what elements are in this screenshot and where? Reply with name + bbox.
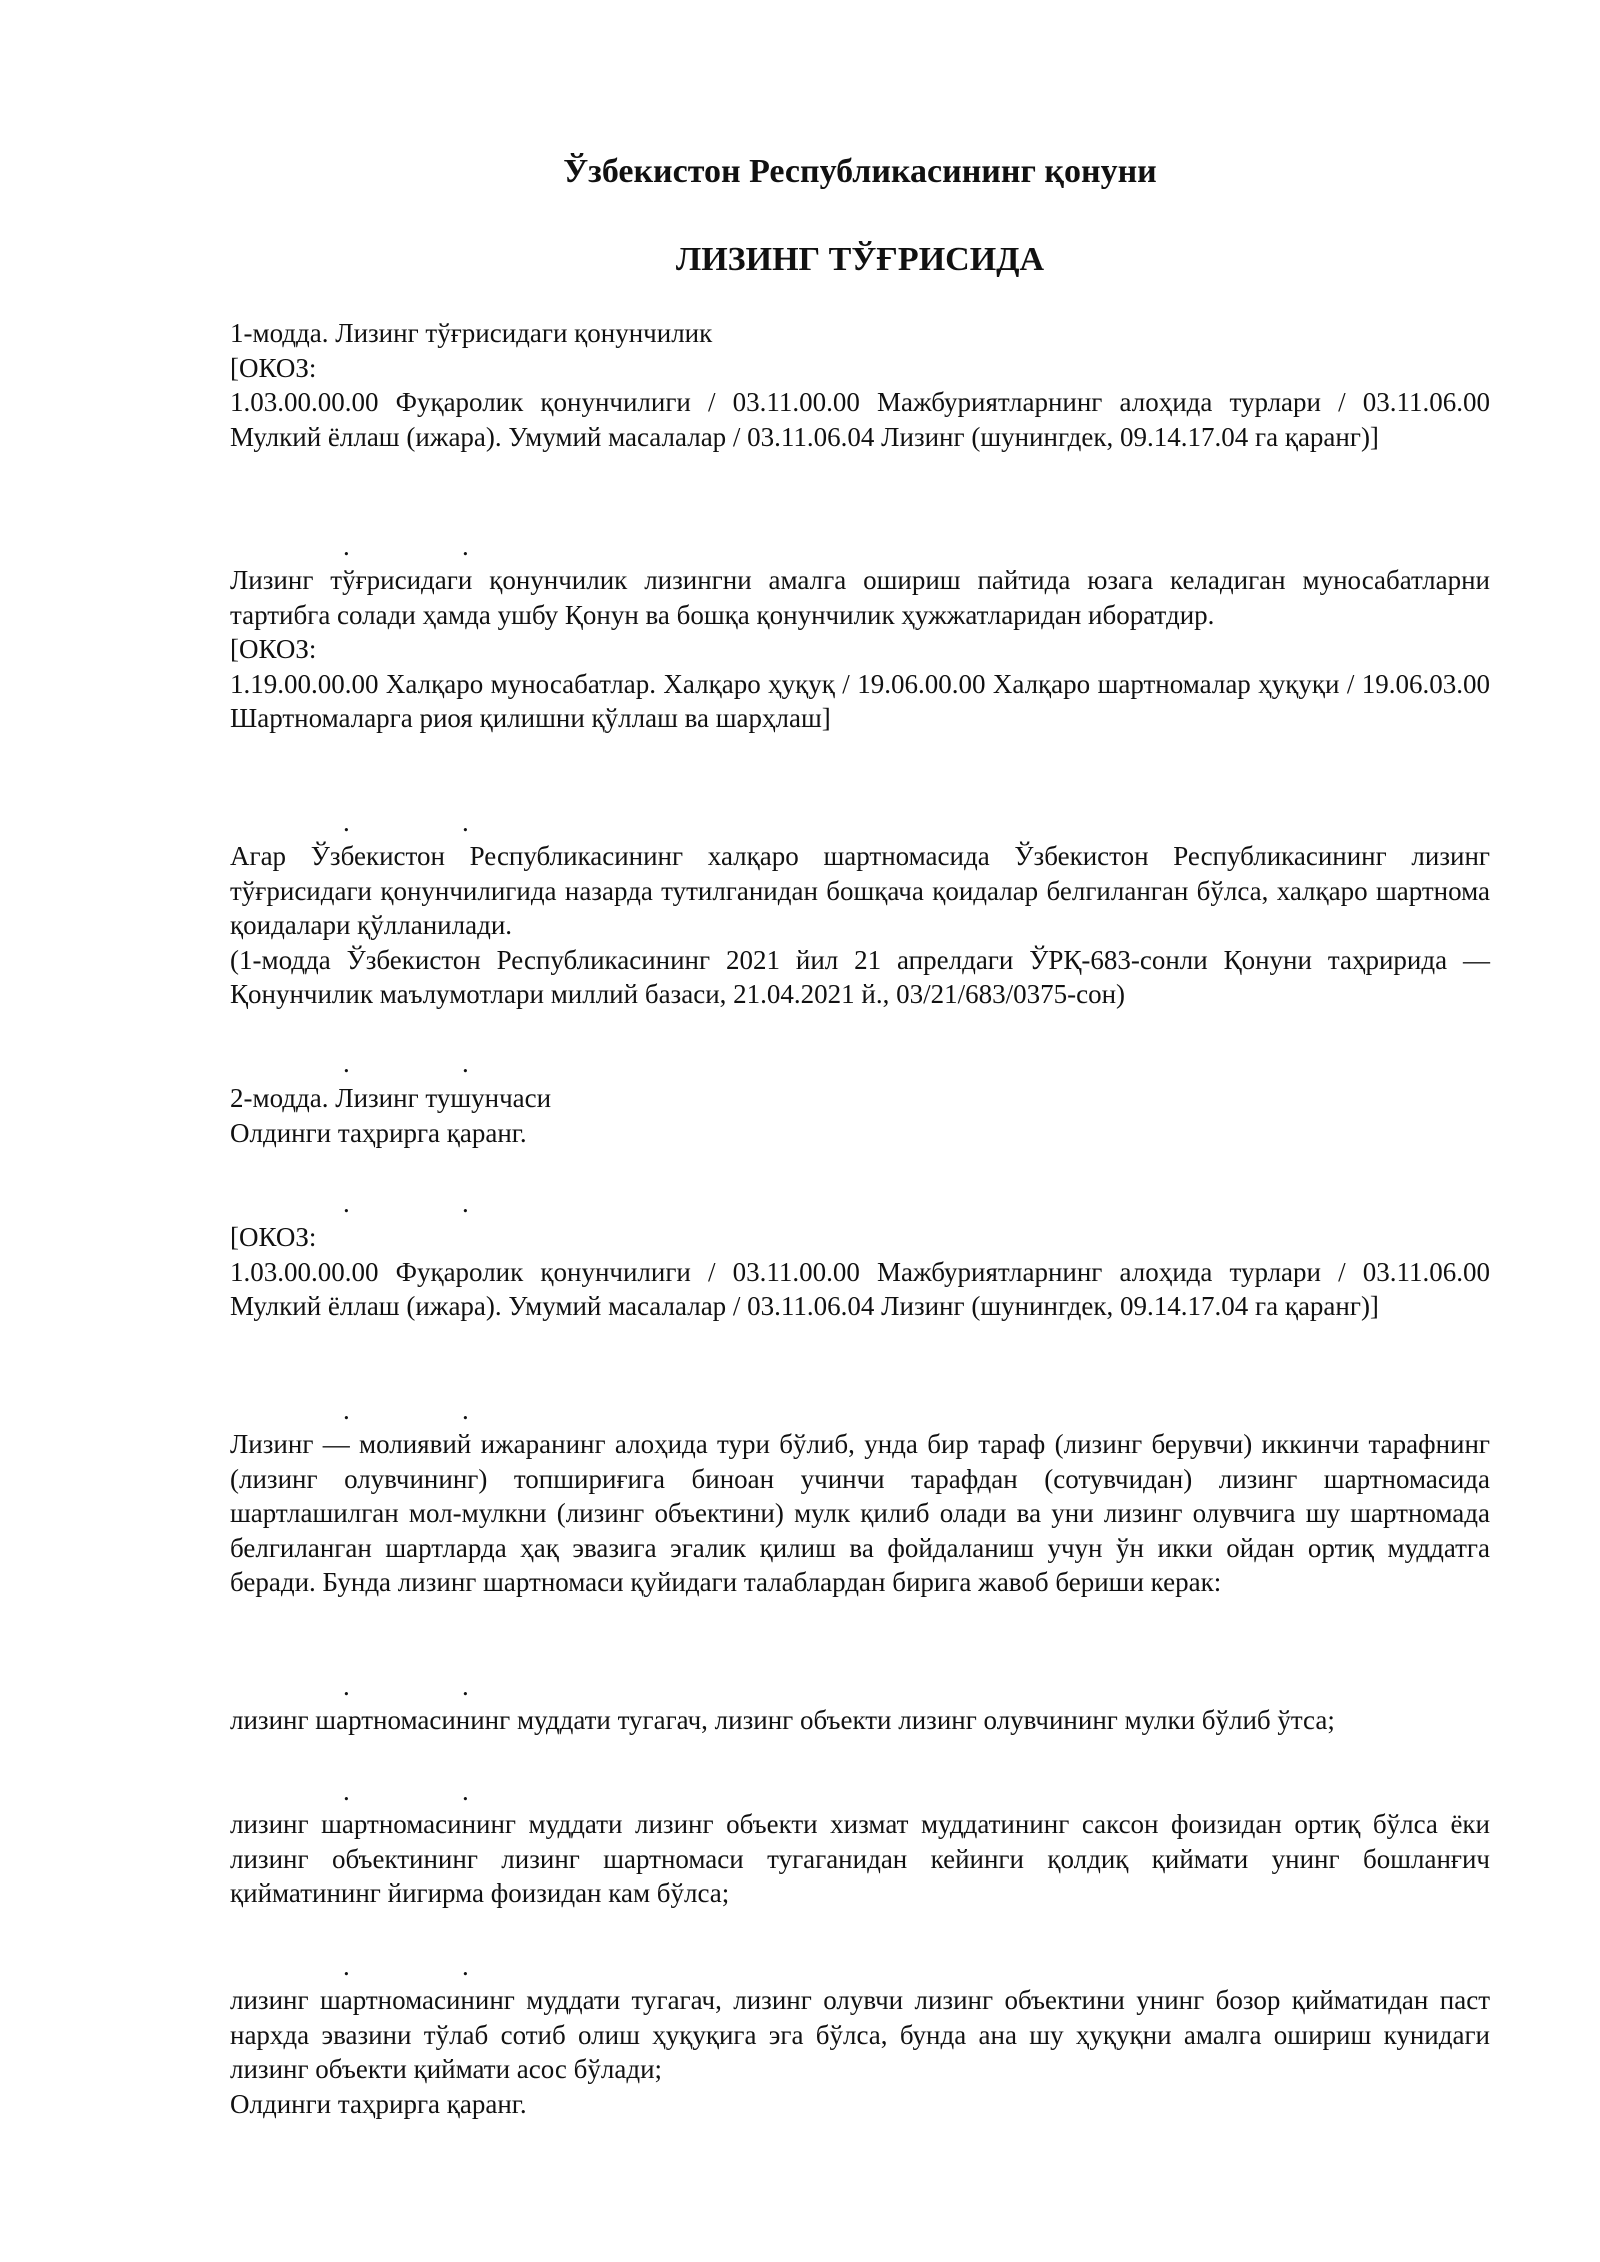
requirement-item: лизинг шартномасининг муддати тугагач, лизинг объекти лизинг олувчининг мулки бўлиб ўтса; — [230, 1705, 1335, 1735]
marker-dot: . — [462, 807, 469, 837]
requirement-block — [230, 1807, 1490, 1911]
okoz-classifier: 1.19.00.00.00 Халқаро муносабатлар. Халқаро ҳуқуқ / 19.06.00.00 Халқаро шартномалар ҳуқуқи / 19.06.03.00 Шартномаларга риоя қилишни қўллаш ва шарҳлаш] — [230, 668, 1490, 733]
requirement-block — [230, 1703, 1490, 1738]
previous-edition-link: Олдинги таҳрирга қаранг. — [230, 2088, 527, 2119]
requirement-block — [230, 1983, 1490, 2121]
previous-edition-link: Олдинги таҳрирга қаранг. — [230, 1117, 527, 1148]
article-1-paragraph-block — [230, 563, 1490, 736]
okoz-classifier: 1.03.00.00.00 Фуқаролик қонунчилиги / 03.11.00.00 Мажбуриятларнинг алоҳида турлари / 03.11.06.00 Мулкий ёллаш (ижара). Умумий масалалар / 03.11.06.04 Лизинг (шунингдек, 09.14.17.04 га қаранг)] — [230, 387, 1490, 452]
okoz-block — [230, 1220, 1490, 1324]
article-1-paragraph: Лизинг тўғрисидаги қонунчилик лизингни амалга ошириш пайтида юзага келадиган муносабатларни тартибга солади ҳамда ушбу Қонун ва бошқа қонунчилик ҳужжатларидан иборатдир. — [230, 565, 1490, 630]
okoz-classifier: 1.03.00.00.00 Фуқаролик қонунчилиги / 03.11.00.00 Мажбуриятларнинг алоҳида турлари / 03.11.06.00 Мулкий ёллаш (ижара). Умумий масалалар / 03.11.06.04 Лизинг (шунингдек, 09.14.17.04 га қаранг)] — [230, 1256, 1490, 1321]
marker-dot: . — [462, 1395, 469, 1425]
law-title: Ўзбекистон Республикасининг қонуни — [563, 153, 1157, 190]
requirement-item: лизинг шартномасининг муддати лизинг объекти хизмат муддатининг саксон фоизидан ортиқ бўлса ёки лизинг объектининг лизинг шартномаси тугаганидан кейинги қолдиқ қиймати унинг бошланғич қийматининг йигирма фоизидан кам бўлса; — [230, 1809, 1490, 1908]
marker-dot: . — [343, 1671, 350, 1701]
marker-dot: . — [343, 531, 350, 561]
marker-dot: . — [343, 1776, 350, 1806]
marker-dot: . — [343, 807, 350, 837]
marker-dot: . — [462, 1048, 469, 1078]
okoz-label: [ОКОЗ: — [230, 352, 317, 383]
article-2-definition: Лизинг — молиявий ижаранинг алоҳида тури бўлиб, унда бир тараф (лизинг берувчи) иккинчи тарафнинг (лизинг олувчининг) топшириғига биноан учинчи тарафдан (сотувчидан) лизинг шартномасида шартлашилган мол-мулкни (лизинг объектини) мулк қилиб олади ва уни лизинг олувчига шу шартномада белгиланган шартларда ҳақ эвазига эгалик қилиш ва фойдаланиш учун ўн икки ойдан ортиқ муддатга беради. Бунда лизинг шартномаси қуйидаги талаблардан бирига жавоб бериши керак: — [230, 1429, 1490, 1597]
requirement-item: лизинг шартномасининг муддати тугагач, лизинг олувчи лизинг объектини унинг бозор қийматидан паст нархда эвазини тўлаб сотиб олиш ҳуқуқига эга бўлса, бунда ана шу ҳуқуқни амалга ошириш кунидаги лизинг объекти қиймати асос бўлади; — [230, 1985, 1490, 2084]
marker-dot: . — [343, 1188, 350, 1218]
marker-dot: . — [462, 531, 469, 561]
article-2-block — [230, 1081, 1490, 1150]
okoz-label: [ОКОЗ: — [230, 634, 317, 664]
marker-dot: . — [343, 1048, 350, 1078]
marker-dot: . — [343, 1951, 350, 1981]
article-2-heading: 2-модда. Лизинг тушунчаси — [230, 1083, 552, 1113]
article-1-paragraph-block — [230, 839, 1490, 1012]
marker-dot: . — [462, 1188, 469, 1218]
article-1-paragraph: Агар Ўзбекистон Республикасининг халқаро шартномасида Ўзбекистон Республикасининг лизинг тўғрисидаги қонунчилигида назарда тутилганидан бошқача қоидалар белгиланган бўлса, халқаро шартнома қоидалари қўлланилади. — [230, 841, 1490, 940]
article-1-block — [230, 316, 1490, 454]
article-2-definition-block — [230, 1427, 1490, 1600]
marker-dot: . — [343, 1395, 350, 1425]
document-title: ЛИЗИНГ ТЎҒРИСИДА — [675, 241, 1045, 278]
marker-dot: . — [462, 1951, 469, 1981]
okoz-label: [ОКОЗ: — [230, 1222, 317, 1252]
marker-dot: . — [462, 1776, 469, 1806]
article-1-heading: 1-модда. Лизинг тўғрисидаги қонунчилик — [230, 318, 713, 348]
amendment-note: (1-модда Ўзбекистон Республикасининг 2021 йил 21 апрелдаги ЎРҚ-683-сонли Қонуни таҳририда — Қонунчилик маълумотлари миллий базаси, 21.04.2021 й., 03/21/683/0375-сон) — [230, 944, 1490, 1009]
marker-dot: . — [462, 1671, 469, 1701]
